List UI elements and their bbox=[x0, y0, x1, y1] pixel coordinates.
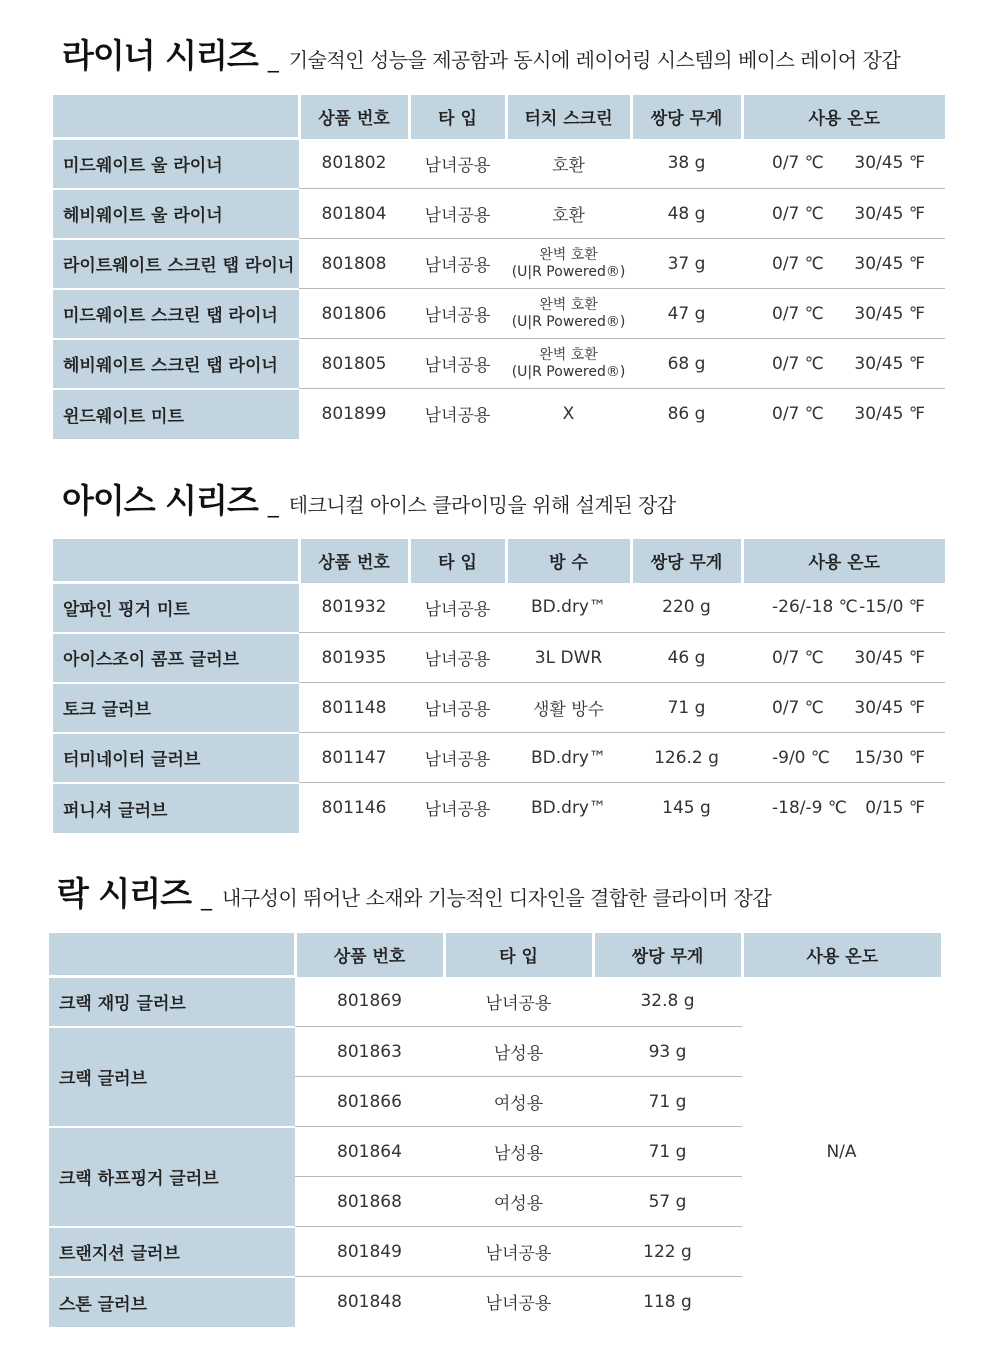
product-code: 801864 bbox=[295, 1127, 444, 1177]
liner-heading bbox=[62, 30, 900, 77]
temperature-range bbox=[742, 783, 945, 833]
touchscreen-compat bbox=[506, 289, 631, 339]
product-name: 스톤 글러브 bbox=[49, 1277, 295, 1327]
product-name: 미드웨이트 스크린 탭 라이너 bbox=[53, 289, 299, 339]
temperature-range bbox=[742, 289, 945, 339]
product-type: 남녀공용 bbox=[409, 783, 506, 833]
temp-fahrenheit: 30/45 ℉ bbox=[854, 353, 925, 374]
weight-per-pair: 71 g bbox=[593, 1077, 742, 1127]
waterproofing: 3L DWR bbox=[506, 633, 631, 683]
touchscreen-compat: 호환 bbox=[552, 155, 585, 176]
weight-per-pair: 32.8 g bbox=[640, 991, 695, 1012]
touchscreen-compat bbox=[506, 239, 631, 289]
weight-per-pair: 46 g bbox=[631, 633, 742, 683]
temperature-values bbox=[742, 648, 945, 668]
temperature-values bbox=[742, 597, 945, 617]
ice-header-type: 타 입 bbox=[409, 539, 506, 583]
temperature-values bbox=[742, 204, 945, 224]
product-code: 801848 bbox=[295, 1277, 444, 1327]
product-code: 801899 bbox=[299, 389, 409, 439]
ice-separator: _ bbox=[267, 493, 279, 518]
product-name: 크랙 하프핑거 글러브 bbox=[49, 1127, 295, 1227]
feature-line-1: 완벽 호환 bbox=[539, 246, 598, 263]
temp-fahrenheit: 30/45 ℉ bbox=[854, 203, 925, 224]
temperature-range bbox=[742, 189, 945, 239]
product-code: 801802 bbox=[321, 153, 387, 174]
temp-fahrenheit: 30/45 ℉ bbox=[854, 153, 925, 174]
temp-fahrenheit: 15/30 ℉ bbox=[854, 747, 925, 768]
product-name: 크랙 재밍 글러브 bbox=[49, 977, 295, 1027]
feature-line-2: (U|R Powered®) bbox=[511, 363, 626, 380]
rock-header-blank bbox=[49, 933, 295, 977]
temp-fahrenheit: 30/45 ℉ bbox=[854, 403, 925, 424]
temp-celsius: 0/7 ℃ bbox=[772, 353, 824, 374]
temperature-values bbox=[742, 404, 945, 424]
product-code: 801866 bbox=[295, 1077, 444, 1127]
temperature-values bbox=[742, 153, 945, 173]
feature-line-1: 완벽 호환 bbox=[539, 296, 598, 313]
product-type: 여성용 bbox=[444, 1077, 593, 1127]
liner-table-row bbox=[53, 189, 945, 239]
temperature-range bbox=[742, 139, 945, 189]
rock-table bbox=[49, 933, 941, 1327]
product-type: 여성용 bbox=[444, 1177, 593, 1227]
liner-header-blank bbox=[53, 95, 299, 139]
liner-header-touchscreen: 터치 스크린 bbox=[506, 95, 631, 139]
temp-fahrenheit: -15/0 ℉ bbox=[859, 597, 925, 618]
waterproofing: BD.dry™ bbox=[506, 733, 631, 783]
product-code: 801147 bbox=[299, 733, 409, 783]
ice-heading bbox=[62, 475, 676, 522]
ice-header-row bbox=[53, 539, 945, 583]
temperature-range bbox=[742, 633, 945, 683]
weight-per-pair: 126.2 g bbox=[631, 733, 742, 783]
ice-header-blank bbox=[53, 539, 299, 583]
product-name: 미드웨이트 울 라이너 bbox=[53, 139, 299, 189]
liner-header-weight: 쌍당 무게 bbox=[631, 95, 742, 139]
weight-per-pair: 220 g bbox=[662, 597, 711, 618]
rock-heading bbox=[57, 868, 771, 915]
temp-celsius: -9/0 ℃ bbox=[772, 747, 830, 768]
product-type: 남녀공용 bbox=[409, 733, 506, 783]
product-type: 남녀공용 bbox=[409, 389, 506, 439]
product-name: 헤비웨이트 스크린 탭 라이너 bbox=[53, 339, 299, 389]
temp-fahrenheit: 30/45 ℉ bbox=[854, 697, 925, 718]
product-name: 헤비웨이트 울 라이너 bbox=[53, 189, 299, 239]
product-type: 남녀공용 bbox=[409, 633, 506, 683]
temp-celsius: 0/7 ℃ bbox=[772, 647, 824, 668]
product-type: 남녀공용 bbox=[444, 1227, 593, 1277]
rock-table-row bbox=[49, 977, 941, 1027]
rock-separator: _ bbox=[201, 886, 213, 911]
rock-header-temp: 사용 온도 bbox=[742, 933, 941, 977]
touchscreen-compat bbox=[506, 339, 631, 389]
ice-table-row bbox=[53, 733, 945, 783]
product-name: 토크 글러브 bbox=[53, 683, 299, 733]
temperature-values bbox=[742, 354, 945, 374]
product-code: 801148 bbox=[299, 683, 409, 733]
temperature-range bbox=[742, 733, 945, 783]
ice-table-row bbox=[53, 633, 945, 683]
liner-table-row bbox=[53, 339, 945, 389]
weight-per-pair: 47 g bbox=[631, 289, 742, 339]
product-type: 남녀공용 bbox=[409, 239, 506, 289]
ice-title: 아이스 시리즈 bbox=[62, 481, 258, 520]
weight-per-pair: 57 g bbox=[593, 1177, 742, 1227]
temp-celsius: 0/7 ℃ bbox=[772, 403, 824, 424]
temp-celsius: -18/-9 ℃ bbox=[772, 797, 847, 818]
touchscreen-compat: X bbox=[506, 389, 631, 439]
rock-header-weight: 쌍당 무게 bbox=[593, 933, 742, 977]
product-code: 801932 bbox=[321, 597, 387, 618]
product-type: 남녀공용 bbox=[409, 289, 506, 339]
weight-per-pair: 118 g bbox=[593, 1277, 742, 1327]
product-type: 남녀공용 bbox=[409, 189, 506, 239]
temp-celsius: -26/-18 ℃ bbox=[772, 597, 858, 618]
weight-per-pair: 86 g bbox=[631, 389, 742, 439]
product-code: 801869 bbox=[337, 991, 402, 1012]
ice-header-temp: 사용 온도 bbox=[742, 539, 945, 583]
ice-header-waterproof: 방 수 bbox=[506, 539, 631, 583]
feature-line-2: (U|R Powered®) bbox=[511, 263, 626, 280]
liner-header-type: 타 입 bbox=[409, 95, 506, 139]
product-name: 알파인 핑거 미트 bbox=[53, 583, 299, 633]
weight-per-pair: 71 g bbox=[593, 1127, 742, 1177]
temperature-range bbox=[742, 339, 945, 389]
product-name: 윈드웨이트 미트 bbox=[53, 389, 299, 439]
liner-table-row bbox=[53, 139, 945, 189]
liner-table-row bbox=[53, 289, 945, 339]
temperature-range bbox=[742, 239, 945, 289]
weight-per-pair: 93 g bbox=[593, 1027, 742, 1077]
temp-celsius: 0/7 ℃ bbox=[772, 303, 824, 324]
weight-per-pair: 71 g bbox=[631, 683, 742, 733]
waterproofing: 생활 방수 bbox=[506, 683, 631, 733]
weight-per-pair: 37 g bbox=[631, 239, 742, 289]
product-code: 801935 bbox=[299, 633, 409, 683]
waterproofing: BD.dry™ bbox=[531, 597, 606, 618]
liner-header-code: 상품 번호 bbox=[299, 95, 409, 139]
weight-per-pair: 145 g bbox=[631, 783, 742, 833]
product-type: 남성용 bbox=[444, 1027, 593, 1077]
product-type: 남성용 bbox=[444, 1127, 593, 1177]
weight-per-pair: 122 g bbox=[593, 1227, 742, 1277]
product-code: 801804 bbox=[299, 189, 409, 239]
temp-fahrenheit: 30/45 ℉ bbox=[854, 647, 925, 668]
temp-fahrenheit: 30/45 ℉ bbox=[854, 253, 925, 274]
feature-line-1: 완벽 호환 bbox=[539, 346, 598, 363]
touchscreen-compat: 호환 bbox=[506, 189, 631, 239]
product-name: 트랜지션 글러브 bbox=[49, 1227, 295, 1277]
product-type: 남녀공용 bbox=[444, 1277, 593, 1327]
temperature-na: N/A bbox=[826, 1141, 857, 1162]
temperature-values bbox=[742, 304, 945, 324]
product-name: 라이트웨이트 스크린 탭 라이너 bbox=[53, 239, 299, 289]
ice-table-row bbox=[53, 783, 945, 833]
rock-title: 락 시리즈 bbox=[57, 874, 192, 913]
ice-table-row bbox=[53, 683, 945, 733]
weight-per-pair: 38 g bbox=[667, 153, 706, 174]
liner-table-row bbox=[53, 389, 945, 439]
temp-celsius: 0/7 ℃ bbox=[772, 697, 824, 718]
liner-header-temp: 사용 온도 bbox=[742, 95, 945, 139]
liner-description: 기술적인 성능을 제공함과 동시에 레이어링 시스템의 베이스 레이어 장갑 bbox=[288, 48, 901, 72]
temp-celsius: 0/7 ℃ bbox=[772, 253, 824, 274]
rock-header-type: 타 입 bbox=[444, 933, 593, 977]
product-name: 터미네이터 글러브 bbox=[53, 733, 299, 783]
rock-header-row bbox=[49, 933, 941, 977]
weight-per-pair: 48 g bbox=[631, 189, 742, 239]
product-name: 크랙 글러브 bbox=[49, 1027, 295, 1127]
product-type: 남녀공용 bbox=[409, 683, 506, 733]
product-type: 남녀공용 bbox=[409, 339, 506, 389]
temp-celsius: 0/7 ℃ bbox=[772, 203, 824, 224]
temp-fahrenheit: 0/15 ℉ bbox=[865, 797, 925, 818]
waterproofing: BD.dry™ bbox=[506, 783, 631, 833]
ice-header-code: 상품 번호 bbox=[299, 539, 409, 583]
product-code: 801805 bbox=[299, 339, 409, 389]
product-code: 801808 bbox=[299, 239, 409, 289]
ice-table-row bbox=[53, 583, 945, 633]
temperature-range bbox=[742, 583, 945, 633]
temperature-values bbox=[742, 254, 945, 274]
ice-header-weight: 쌍당 무게 bbox=[631, 539, 742, 583]
liner-title: 라이너 시리즈 bbox=[62, 36, 258, 75]
rock-description: 내구성이 뛰어난 소재와 기능적인 디자인을 결합한 클라이머 장갑 bbox=[222, 886, 772, 910]
product-type: 남녀공용 bbox=[424, 155, 491, 176]
liner-header-row bbox=[53, 95, 945, 139]
product-name: 아이스조이 콤프 글러브 bbox=[53, 633, 299, 683]
product-code: 801146 bbox=[299, 783, 409, 833]
liner-separator: _ bbox=[267, 48, 279, 73]
temperature-values bbox=[742, 748, 945, 768]
product-type: 남녀공용 bbox=[424, 599, 491, 620]
temperature-range bbox=[742, 683, 945, 733]
temperature-values bbox=[742, 698, 945, 718]
ice-table bbox=[53, 539, 945, 833]
temp-celsius: 0/7 ℃ bbox=[772, 153, 824, 174]
liner-table bbox=[53, 95, 945, 439]
temp-fahrenheit: 30/45 ℉ bbox=[854, 303, 925, 324]
product-name: 퍼니셔 글러브 bbox=[53, 783, 299, 833]
temperature-range bbox=[742, 389, 945, 439]
ice-description: 테크니컬 아이스 클라이밍을 위해 설계된 장갑 bbox=[288, 493, 676, 517]
product-code: 801849 bbox=[295, 1227, 444, 1277]
feature-line-2: (U|R Powered®) bbox=[511, 313, 626, 330]
product-code: 801806 bbox=[299, 289, 409, 339]
liner-table-row bbox=[53, 239, 945, 289]
rock-header-code: 상품 번호 bbox=[295, 933, 444, 977]
temperature-values bbox=[742, 798, 945, 818]
weight-per-pair: 68 g bbox=[631, 339, 742, 389]
product-code: 801868 bbox=[295, 1177, 444, 1227]
product-code: 801863 bbox=[295, 1027, 444, 1077]
product-type: 남녀공용 bbox=[485, 993, 552, 1014]
